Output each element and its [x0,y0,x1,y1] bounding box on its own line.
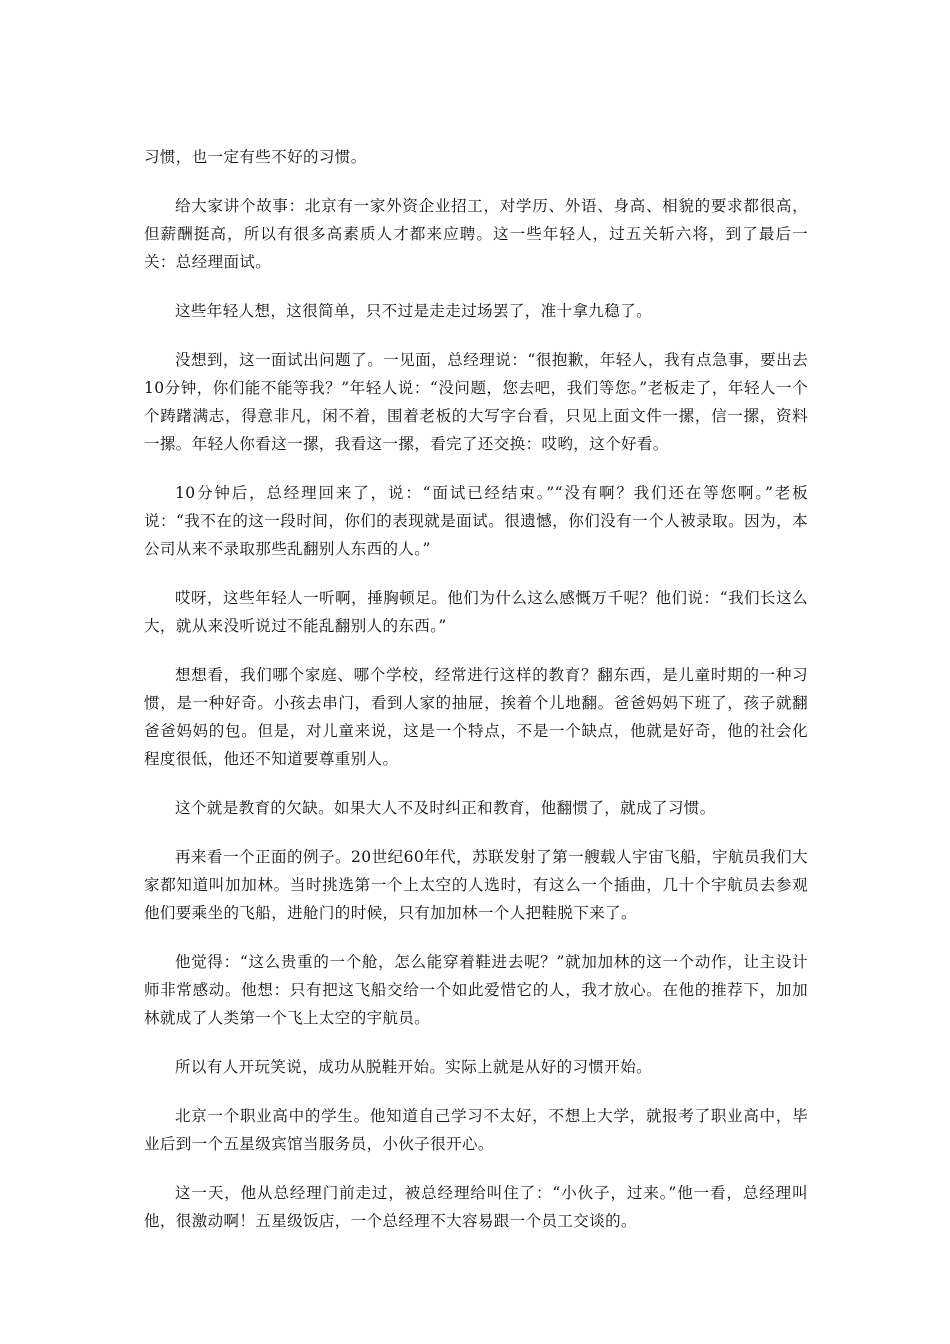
paragraph-12: 北京一个职业高中的学生。他知道自己学习不太好，不想上大学，就报考了职业高中，毕业后到一个五星级宾馆当服务员，小伙子很开心。 [144,1107,808,1153]
paragraph-2: 给大家讲个故事：北京有一家外资企业招工，对学历、外语、身高、相貌的要求都很高，但薪酬挺高，所以有很多高素质人才都来应聘。这一些年轻人，过五关斩六将，到了最后一关：总经理面试。 [144,197,808,271]
document-body [144,143,808,1256]
paragraph-6: 哎呀，这些年轻人一听啊，捶胸顿足。他们为什么这么感慨万千呢？他们说：“我们长这么大，就从来没听说过不能乱翻别人的东西。” [144,589,808,635]
paragraph-1: 习惯，也一定有些不好的习惯。 [144,148,367,166]
paragraph-8: 这个就是教育的欠缺。如果大人不及时纠正和教育，他翻惯了，就成了习惯。 [175,799,716,817]
paragraph-5: 10分钟后，总经理回来了，说：“面试已经结束。”“没有啊？我们还在等您啊。”老板说：“我不在的这一段时间，你们的表现就是面试。很遗憾，你们没有一个人被录取。因为，本公司从来不录取那些乱翻别人东西的人。” [144,484,808,558]
paragraph-7: 想想看，我们哪个家庭、哪个学校，经常进行这样的教育？翻东西，是儿童时期的一种习惯，是一种好奇。小孩去串门，看到人家的抽屉，挨着个儿地翻。爸爸妈妈下班了，孩子就翻爸爸妈妈的包。但是，对儿童来说，这是一个特点，不是一个缺点，他就是好奇，他的社会化程度很低，他还不知道要尊重别人。 [144,666,808,768]
paragraph-9: 再来看一个正面的例子。20世纪60年代，苏联发射了第一艘载人宇宙飞船，宇航员我们大家都知道叫加加林。当时挑选第一个上太空的人选时，有这么一个插曲，几十个宇航员去参观他们要乘坐的飞船，进舱门的时候，只有加加林一个人把鞋脱下来了。 [144,848,808,922]
paragraph-10: 他觉得：“这么贵重的一个舱，怎么能穿着鞋进去呢？”就加加林的这一个动作，让主设计师非常感动。他想：只有把这飞船交给一个如此爱惜它的人，我才放心。在他的推荐下，加加林就成了人类第一个飞上太空的宇航员。 [144,953,808,1027]
paragraph-4: 没想到，这一面试出问题了。一见面，总经理说：“很抱歉，年轻人，我有点急事，要出去10分钟，你们能不能等我？”年轻人说：“没问题，您去吧，我们等您。”老板走了，年轻人一个个踌躇满志，得意非凡，闲不着，围着老板的大写字台看，只见上面文件一摞，信一摞，资料一摞。年轻人你看这一摞，我看这一摞，看完了还交换：哎哟，这个好看。 [144,351,808,453]
paragraph-13: 这一天，他从总经理门前走过，被总经理给叫住了：“小伙子，过来。”他一看，总经理叫他，很激动啊！五星级饭店，一个总经理不大容易跟一个员工交谈的。 [144,1184,808,1230]
paragraph-3: 这些年轻人想，这很简单，只不过是走走过场罢了，准十拿九稳了。 [175,302,653,320]
paragraph-11: 所以有人开玩笑说，成功从脱鞋开始。实际上就是从好的习惯开始。 [175,1058,653,1076]
